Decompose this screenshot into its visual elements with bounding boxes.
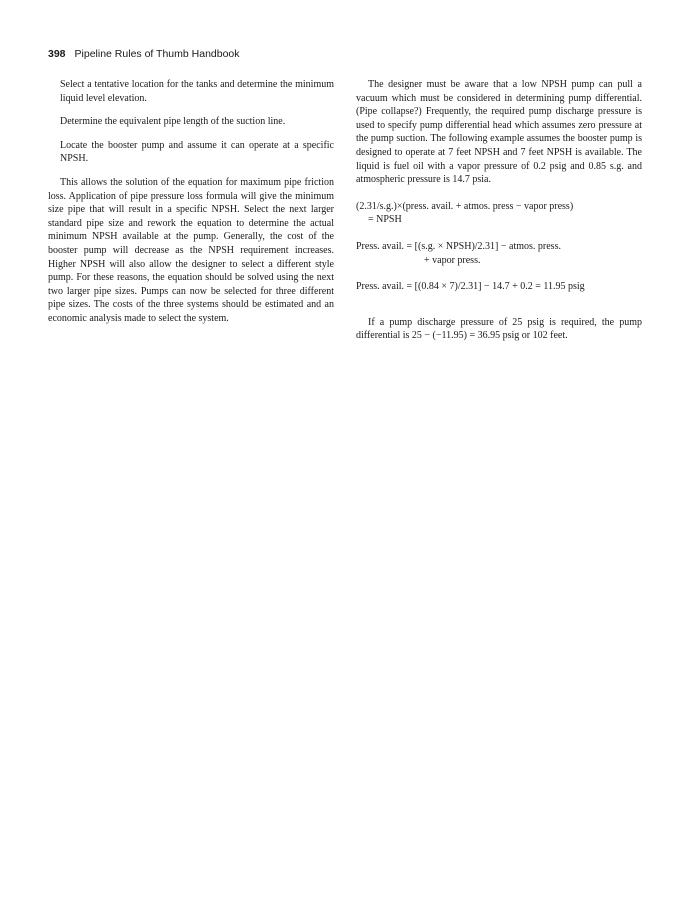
equation-press-avail-result-line: Press. avail. = [(0.84 × 7)/2.31] − 14.7 + 0.2 = 11.95 psig — [356, 281, 585, 293]
paragraph-booster-pump: Locate the booster pump and assume it can operate at a specific NPSH. — [60, 139, 334, 165]
equation-press-avail-result — [356, 280, 642, 294]
equation-press-avail-line1: Press. avail. = [(s.g. × NPSH)/2.31] − atmos. press. — [356, 240, 561, 252]
paragraph-npsh-vacuum: The designer must be aware that a low NPSH pump can pull a vacuum which must be considered in determining pump differential. (Pipe collapse?) Frequently, the required pump discharge pressure is used to specify pump differential head which assumes zero pressure at the pump suction. The following example assumes the booster pump is designed to operate at 7 feet NPSH and 7 feet NPSH is available. The liquid is fuel oil with a vapor pressure of 0.2 psig and 0.85 s.g. and atmospheric pressure is 14.7 psia. — [356, 79, 642, 186]
equation-npsh — [356, 200, 642, 227]
running-header — [48, 48, 240, 60]
right-column — [356, 78, 642, 343]
page-number: 398 — [48, 48, 66, 60]
paragraph-suction-line: Determine the equivalent pipe length of the suction line. — [60, 116, 286, 128]
book-title: Pipeline Rules of Thumb Handbook — [74, 48, 240, 60]
paragraph-pump-differential: If a pump discharge pressure of 25 psig is required, the pump differential is 25 − (−11.95) = 36.95 psig or 102 feet. — [356, 316, 642, 342]
equation-press-avail-line2: + vapor press. — [424, 254, 481, 266]
paragraph-tank-location: Select a tentative location for the tanks and determine the minimum liquid level elevation. — [60, 79, 334, 104]
equation-npsh-line1: (2.31/s.g.)×(press. avail. + atmos. press − vapor press) — [356, 200, 574, 212]
paragraph-friction-loss: This allows the solution of the equation for maximum pipe friction loss. Application of pipe pressure loss formula will give the minimum size pipe that will result in a specific NPSH. Select the next larger standard pipe size and rework the equation to determine the actual minimum NPSH available at the pump. Generally, the cost of the booster pump will decrease as the NPSH requirement increases. Higher NPSH will also allow the designer to select a different style pump. For these reasons, the equation should be solved using the next two larger pipe sizes. Pumps can now be selected for three different pipe sizes. The costs of the three systems should be estimated and an economic analysis made to select the system. — [48, 176, 334, 324]
equation-press-avail — [356, 240, 642, 267]
left-column — [48, 78, 334, 326]
equation-npsh-line2: = NPSH — [368, 214, 402, 226]
